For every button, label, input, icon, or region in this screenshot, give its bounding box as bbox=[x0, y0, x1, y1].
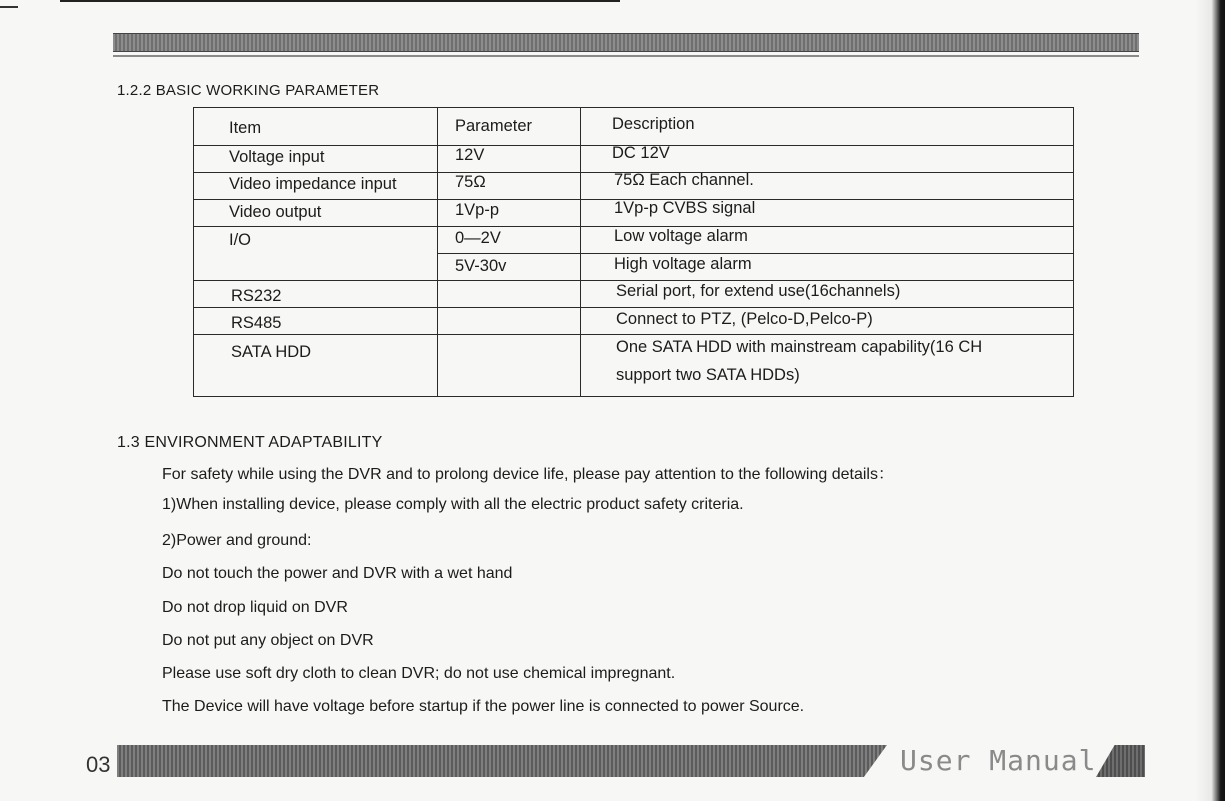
table-cell-parameter: 5V-30v bbox=[455, 257, 507, 275]
table-cell-item: Video impedance input bbox=[229, 175, 397, 193]
table-cell-item: Voltage input bbox=[229, 148, 325, 166]
table-column-divider bbox=[580, 107, 581, 397]
table-column-divider bbox=[437, 107, 438, 397]
header-decorative-bar bbox=[113, 33, 1139, 52]
paragraph-line: For safety while using the DVR and to prolong device life, please pay attention to the following details： bbox=[162, 466, 894, 483]
table-rule bbox=[193, 307, 1074, 308]
table-cell-description: Serial port, for extend use(16channels) bbox=[616, 282, 901, 300]
table-cell-description: 1Vp-p CVBS signal bbox=[614, 199, 756, 217]
footer-decorative-bar bbox=[117, 745, 887, 777]
table-cell-description: DC 12V bbox=[612, 144, 670, 162]
scan-edge-mark bbox=[0, 6, 18, 8]
footer-decorative-tab bbox=[1096, 745, 1145, 777]
table-cell-parameter: 1Vp-p bbox=[455, 201, 500, 219]
section-heading-basic-parameters: 1.2.2 BASIC WORKING PARAMETER bbox=[117, 82, 380, 99]
table-cell-description: support two SATA HDDs) bbox=[616, 366, 800, 384]
paragraph-line: Please use soft dry cloth to clean DVR; do not use chemical impregnant. bbox=[162, 665, 676, 682]
paragraph-line: 1)When installing device, please comply with all the electric product safety criteria. bbox=[162, 496, 744, 513]
table-cell-description: High voltage alarm bbox=[614, 255, 752, 273]
paragraph-line: Do not put any object on DVR bbox=[162, 632, 374, 649]
table-border-right bbox=[1073, 107, 1074, 397]
paragraph-line: 2)Power and ground: bbox=[162, 532, 312, 549]
header-rule bbox=[113, 55, 1139, 57]
table-cell-item: SATA HDD bbox=[231, 343, 312, 361]
table-cell-item: Video output bbox=[229, 203, 322, 221]
scan-edge-line bbox=[60, 0, 620, 2]
parameter-table bbox=[193, 107, 1074, 397]
table-cell-item: I/O bbox=[229, 231, 252, 249]
paragraph-line: Do not touch the power and DVR with a wet hand bbox=[162, 565, 513, 582]
table-rule bbox=[437, 253, 1074, 254]
table-cell-parameter: 12V bbox=[455, 146, 485, 164]
table-rule bbox=[193, 280, 1074, 281]
section-heading-environment: 1.3 ENVIRONMENT ADAPTABILITY bbox=[117, 434, 383, 451]
table-border-top bbox=[193, 107, 1074, 108]
table-cell-parameter: 75Ω bbox=[455, 173, 486, 191]
page-edge-shadow bbox=[1195, 0, 1225, 801]
table-header-item: Item bbox=[229, 119, 262, 137]
table-cell-parameter: 0—2V bbox=[455, 229, 501, 247]
table-cell-description: 75Ω Each channel. bbox=[614, 171, 754, 189]
table-border-bottom bbox=[193, 396, 1074, 397]
table-border-left bbox=[193, 107, 194, 397]
footer-title: User Manual bbox=[900, 744, 1097, 777]
table-cell-description: One SATA HDD with mainstream capability(16 CH bbox=[616, 338, 983, 356]
table-cell-description: Connect to PTZ, (Pelco-D,Pelco-P) bbox=[616, 310, 873, 328]
table-cell-description: Low voltage alarm bbox=[614, 227, 748, 245]
paragraph-line: Do not drop liquid on DVR bbox=[162, 599, 348, 616]
table-header-description: Description bbox=[612, 115, 695, 133]
table-cell-item: RS232 bbox=[231, 287, 282, 305]
table-rule bbox=[193, 334, 1074, 335]
table-header-parameter: Parameter bbox=[455, 117, 533, 135]
page-number: 03 bbox=[86, 752, 111, 777]
table-cell-item: RS485 bbox=[231, 314, 282, 332]
paragraph-line: The Device will have voltage before startup if the power line is connected to power Source. bbox=[162, 698, 805, 715]
